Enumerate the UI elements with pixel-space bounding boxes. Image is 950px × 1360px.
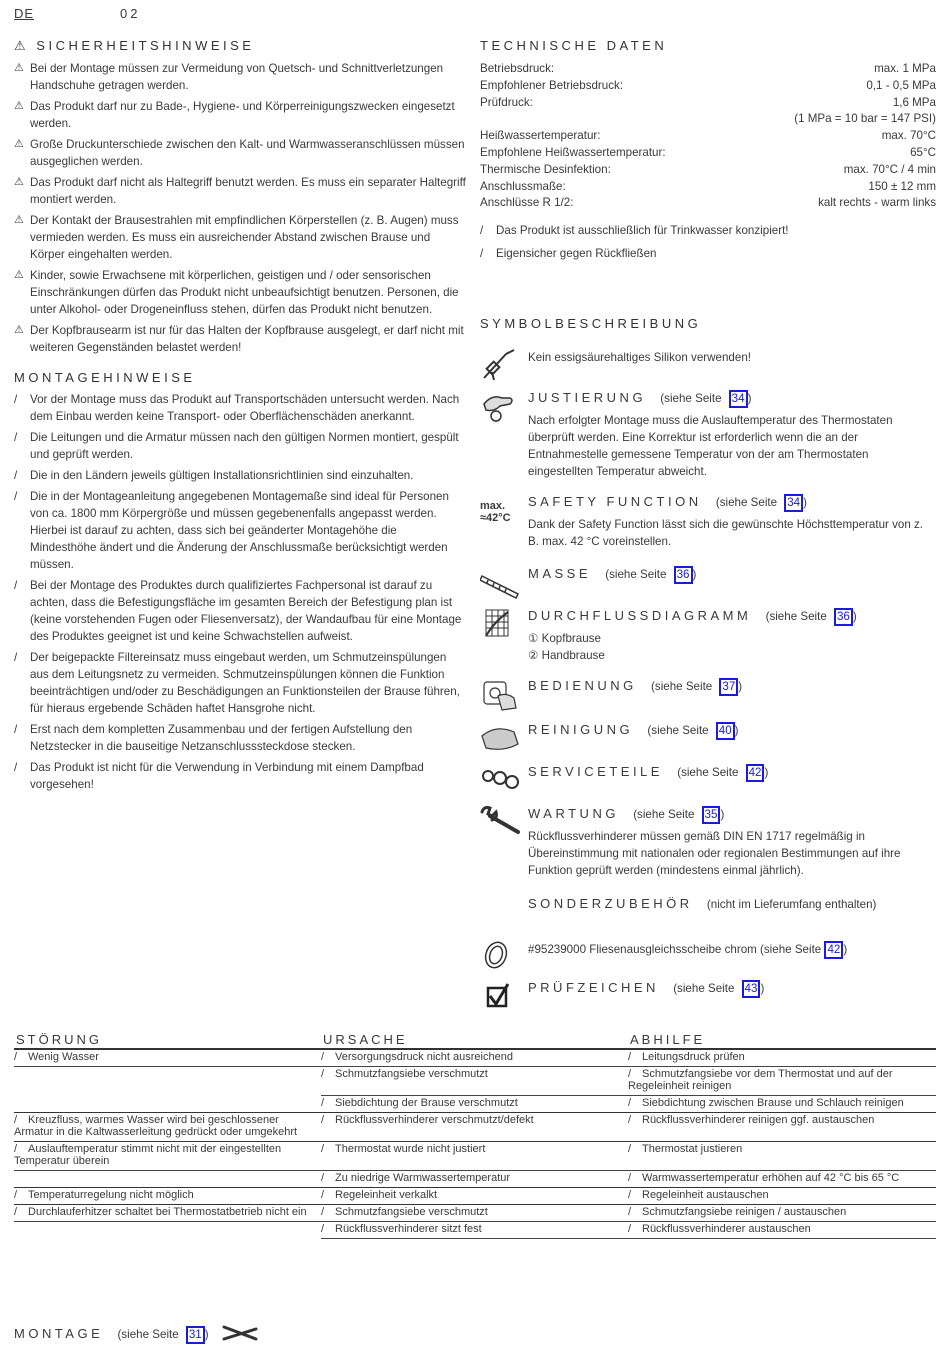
flow-title: DURCHFLUSSDIAGRAMM [528,608,752,623]
cell-fault [14,1096,321,1113]
table-row [14,1096,936,1113]
page-link[interactable]: 36 [834,608,853,626]
slash-bullet: / [14,761,18,774]
cell-fault [14,1222,321,1239]
safety-function-title: SAFETY FUNCTION [528,494,702,509]
slash-bullet: / [14,1143,18,1155]
warning-icon: ⚠ [14,100,24,112]
maintenance-body [528,806,936,879]
header-fault: STÖRUNG [14,1032,321,1049]
mounting-list [14,391,466,793]
cleaning-hand-icon [480,722,520,756]
slash-bullet: / [14,651,18,664]
tech-row [480,128,936,145]
cell-fix [628,1113,936,1142]
cell-fix [628,1188,936,1205]
see-page-label: (siehe Seite [647,724,709,737]
page-link[interactable]: 37 [719,678,738,696]
tile-text: #95239000 Fliesenausgleichsscheibe chrom (siehe Seite [528,943,822,956]
silicone-gun-icon [480,348,520,382]
paren: ) [734,724,739,737]
tech-label: Anschlüsse R 1/2: [480,196,574,210]
tools-icon [220,1323,260,1346]
safety-function-text: Dank der Safety Function lässt sich die gewünschte Höchsttemperatur von z. B. max. 42 °C voreinstellen. [528,518,924,548]
tech-value: 1,6 MPa [892,95,936,109]
page-number: 02 [120,6,141,21]
page-link[interactable]: 42 [746,764,765,782]
service-title: SERVICETEILE [528,764,663,779]
list-item [14,267,466,318]
masse-body [528,566,936,584]
silicone-text: Kein essigsäurehaltiges Silikon verwenden! [528,351,751,364]
operation-title: BEDIENUNG [528,678,637,693]
cell-cause [321,1222,628,1239]
header-cause: URSACHE [321,1032,628,1049]
paren: ) [720,808,725,821]
list-item-text: Die in der Montageanleitung angegebenen Montagemaße sind ideal für Personen von ca. 1800 mm Körpergröße und müssen gegebenenfalls angepasst werden. Hierbei ist darauf zu achten, dass sich bei geänderter Montagehöhe die Mindesthöhe ändert und die Änderung der Anschlussmaße berücksichtigt werden müssen. [30,490,449,571]
list-item [14,429,466,463]
page-link[interactable]: 35 [702,806,721,824]
list-item [14,98,466,132]
slash-bullet: / [14,1206,18,1218]
cell-cause [321,1188,628,1205]
table-row [14,1171,936,1188]
tech-label: Heißwassertemperatur: [480,129,601,143]
list-item-text: Kinder, sowie Erwachsene mit körperlichen, geistigen und / oder sensorischen Einschränkungen dürfen das Produkt nicht unbeaufsichtigt benutzen. Personen, die unter Alkohol- oder Drogeneinfluss stehen, dürfen das Produkt nicht benutzen. [30,269,459,316]
cell-cause [321,1096,628,1113]
page-link[interactable]: 31 [186,1326,205,1344]
cell-text: Regeleinheit verkalkt [335,1189,438,1201]
tech-row [480,95,936,112]
paren: ) [738,680,743,693]
slash-bullet: / [480,247,484,261]
service-parts-icon [480,764,520,798]
list-item [14,174,466,208]
table-row [14,1205,936,1222]
cell-text: Thermostat justieren [642,1143,743,1155]
cell-text: Schmutzfangsiebe vor dem Thermostat und auf der Regeleinheit reinigen [628,1068,893,1092]
page-link[interactable]: 40 [716,722,735,740]
warning-icon: ⚠ [14,62,24,74]
tech-row [480,195,936,212]
see-page-label: (siehe Seite [651,680,713,693]
table-header [14,1032,936,1049]
cell-text: Temperaturregelung nicht möglich [28,1189,194,1201]
list-item-text: Das Produkt darf nur zu Bade-, Hygiene- und Körperreinigungszwecken eingesetzt werden. [30,100,455,130]
slash-bullet: / [14,1189,18,1201]
list-item [14,212,466,263]
list-item [14,391,466,425]
table-row [14,1222,936,1239]
slash-bullet: / [14,490,18,503]
adjust-body [528,390,936,480]
tech-value: 65°C [910,145,936,159]
troubleshooting-table [14,1032,936,1239]
cell-fault [14,1171,321,1188]
page-link[interactable]: 34 [784,494,803,512]
tech-label: Empfohlener Betriebsdruck: [480,78,624,92]
accessory-note: (nicht im Lieferumfang enthalten) [706,898,877,911]
tech-note-text: Eigensicher gegen Rückfließen [496,247,657,261]
warning-icon: ⚠ [14,269,24,281]
montage-footer [14,1323,260,1346]
see-page-label: (siehe Seite [633,808,695,821]
slash-bullet: / [628,1206,632,1218]
safety-title: ⚠ SICHERHEITSHINWEISE [14,38,255,53]
page-link[interactable]: 34 [729,390,748,408]
slash-bullet: / [628,1189,632,1201]
slash-bullet: / [14,579,18,592]
cell-text: Warmwassertemperatur erhöhen auf 42 °C bis 65 °C [642,1172,900,1184]
adjust-text: Nach erfolgter Montage muss die Auslauftemperatur des Thermostaten überprüft werden. Eine Korrektur ist erforderlich wenn die an der Entnahmestelle gemessene Temperatur von der am Thermostaten eingestellten Temperatur abweicht. [528,414,893,478]
cell-text: Durchlauferhitzer schaltet bei Thermostatbetrieb nicht ein [28,1206,307,1218]
slash-bullet: / [480,224,484,238]
paren: ) [747,392,752,405]
cell-text: Rückflussverhinderer sitzt fest [335,1223,482,1235]
safety-function-body [528,494,936,550]
table-row [14,1142,936,1171]
warning-icon: ⚠ [14,176,24,188]
paren: ) [760,982,765,995]
slash-bullet: / [14,1051,18,1063]
flow-line-1: ① Kopfbrause [528,632,601,645]
tech-note [480,222,936,239]
list-item-text: Der beigepackte Filtereinsatz muss eingebaut werden, um Schmutzeinspülungen aus dem Leitungsnetz zu vermeiden. Schmutzeinspülungen können die Funktion beeinträchtigen und/oder zu Beschädigungen an Funktionsteilen der Brause führen, für hieraus ergebende Schäden haftet Hansgrohe nicht. [30,651,460,715]
see-page-label: (siehe Seite [673,982,735,995]
tech-title: TECHNISCHE DATEN [480,38,668,53]
paren: ) [803,496,807,509]
slash-bullet: / [321,1114,325,1126]
list-item [14,577,466,645]
paren: ) [843,943,848,956]
flow-diagram-icon [480,608,520,642]
list-item-text: Große Druckunterschiede zwischen den Kalt- und Warmwasseranschlüssen müssen ausgeglichen werden. [30,138,465,168]
cell-text: Versorgungsdruck nicht ausreichend [335,1051,513,1063]
list-item-text: Bei der Montage des Produktes durch qualifiziertes Fachpersonal ist darauf zu achten, dass die Befestigungsfläche im gesamten Bereich der Befestigung plan ist (keine vorstehenden Fugen oder Fliesenversatz), der Wandaufbau für eine Montage des Produktes geeignet ist und keine Schwachstellen aufweist. [30,579,462,643]
warning-icon: ⚠ [14,138,24,150]
page-link[interactable]: 36 [674,566,693,584]
cell-fix [628,1049,936,1067]
checkbox-icon [480,980,520,1014]
tech-label: Betriebsdruck: [480,62,555,75]
ring-icon [480,938,520,972]
cell-text: Siebdichtung der Brause verschmutzt [335,1097,518,1109]
flow-line-2: ② Handbrause [528,649,605,662]
see-page-label: (siehe Seite [677,766,739,779]
symbols-title: SYMBOLBESCHREIBUNG [480,316,702,331]
see-page-label: (siehe Seite [765,610,827,623]
safety-list [14,60,466,356]
cell-text: Wenig Wasser [28,1051,99,1063]
maintenance-title: WARTUNG [528,806,619,821]
cell-cause [321,1049,628,1067]
cell-fault [14,1049,321,1067]
slash-bullet: / [14,469,18,482]
list-item-text: Bei der Montage müssen zur Vermeidung von Quetsch- und Schnittverletzungen Handschuhe getragen werden. [30,62,444,92]
cell-text: Thermostat wurde nicht justiert [335,1143,486,1155]
warning-icon: ⚠ [14,214,24,226]
tech-value: max. 70°C / 4 min [843,162,936,176]
cell-fault [14,1113,321,1142]
paren: ) [204,1327,209,1341]
slash-bullet: / [628,1097,632,1109]
cell-fix [628,1142,936,1171]
maintenance-text: Rückflussverhinderer müssen gemäß DIN EN 1717 regelmäßig in Übereinstimmung mit nationalen oder regionalen Bestimmungen auf ihre Funktion geprüft werden (mindestens einmal jährlich). [528,830,901,877]
cleaning-body [528,722,936,740]
see-page-label: (siehe Seite [605,568,667,581]
tech-row [480,78,936,95]
cell-text: Leitungsdruck prüfen [642,1051,745,1063]
cell-fault [14,1067,321,1096]
tech-row [480,179,936,196]
list-item-text: Der Kontakt der Brausestrahlen mit empfindlichen Körperstellen (z. B. Augen) muss vermieden werden. Es muss ein ausreichender Abstand zwischen Brause und Körper eingehalten werden. [30,214,459,261]
tech-value: kalt rechts - warm links [818,196,936,210]
operation-body [528,678,936,696]
tech-table [480,61,936,212]
paren: ) [764,766,769,779]
right-column [480,38,936,268]
hand-adjust-icon [480,390,520,424]
tech-note [480,245,936,262]
slash-bullet: / [321,1068,325,1080]
tech-value: 0,1 - 0,5 MPa [866,78,936,92]
table-row [14,1049,936,1067]
list-item [14,759,466,793]
cell-text: Siebdichtung zwischen Brause und Schlauch reinigen [642,1097,904,1109]
left-column [14,38,466,797]
cell-fault [14,1142,321,1171]
list-item [14,721,466,755]
slash-bullet: / [14,393,18,406]
cell-fix [628,1205,936,1222]
tech-row [480,111,936,128]
max-temp-icon: max. ≈42°C [480,500,511,524]
cell-cause [321,1205,628,1222]
slash-bullet: / [321,1172,325,1184]
test-body [528,980,936,998]
slash-bullet: / [14,431,18,444]
cell-text: Auslauftemperatur stimmt nicht mit der eingestellten Temperatur überein [14,1143,282,1167]
list-item [14,322,466,356]
slash-bullet: / [321,1189,325,1201]
header-fix: ABHILFE [628,1032,936,1049]
slash-bullet: / [628,1068,632,1080]
tech-row [480,61,936,78]
list-item-text: Erst nach dem kompletten Zusammenbau und der fertigen Aufstellung den Netzstecker in die bauseitige Netzanschlusssteckdose stecken. [30,723,413,753]
cell-fault [14,1205,321,1222]
cell-fault [14,1188,321,1205]
table-row [14,1188,936,1205]
cleaning-title: REINIGUNG [528,722,634,737]
slash-bullet: / [321,1223,325,1235]
list-item [14,136,466,170]
cell-cause [321,1142,628,1171]
mounting-title: MONTAGEHINWEISE [14,370,196,385]
cell-text: Schmutzfangsiebe reinigen / austauschen [642,1206,847,1218]
masse-title: MASSE [528,566,592,581]
slash-bullet: / [321,1143,325,1155]
accessory-title: SONDERZUBEHÖR [528,896,693,911]
tech-row [480,145,936,162]
slash-bullet: / [628,1223,632,1235]
wrench-icon [480,806,520,840]
slash-bullet: / [628,1051,632,1063]
tech-note-text: Das Produkt ist ausschließlich für Trinkwasser konzipiert! [496,224,789,238]
slash-bullet: / [14,723,18,736]
ruler-icon [480,566,520,600]
list-item [14,467,466,484]
paren: ) [852,610,857,623]
slash-bullet: / [628,1172,632,1184]
tech-value: 150 ± 12 mm [868,179,936,193]
test-title: PRÜFZEICHEN [528,980,659,995]
adjust-title: JUSTIERUNG [528,390,647,405]
montage-title: MONTAGE [14,1325,104,1341]
language-code: DE [14,6,35,21]
list-item [14,649,466,717]
tech-value: max. 70°C [881,129,936,143]
see-page-label: (siehe Seite [117,1327,179,1341]
cell-fix [628,1171,936,1188]
list-item-text: Der Kopfbrausearm ist nur für das Halten der Kopfbrause ausgelegt, er darf nicht mit weiteren Gegenständen belastet werden! [30,324,464,354]
list-item-text: Die Leitungen und die Armatur müssen nach den gültigen Normen montiert, gespült und geprüft werden. [30,431,459,461]
list-item-text: Die in den Ländern jeweils gültigen Installationsrichtlinien sind einzuhalten. [30,469,414,482]
hand-press-icon [480,678,520,712]
cell-cause [321,1113,628,1142]
cell-text: Schmutzfangsiebe verschmutzt [335,1206,488,1218]
page-link[interactable]: 42 [824,941,843,959]
warning-icon: ⚠ [14,324,24,336]
see-page-label: (siehe Seite [660,392,722,405]
tile-body [528,941,936,959]
cell-fix [628,1096,936,1113]
cell-fix [628,1067,936,1096]
list-item [14,488,466,573]
accessory-body [528,896,936,911]
cell-cause [321,1067,628,1096]
tech-label: Thermische Desinfektion: [480,162,611,176]
cell-text: Schmutzfangsiebe verschmutzt [335,1068,488,1080]
tech-label: Anschlussmaße: [480,179,566,193]
cell-cause [321,1171,628,1188]
slash-bullet: / [628,1143,632,1155]
cell-text: Rückflussverhinderer austauschen [642,1223,811,1235]
service-body [528,764,936,782]
list-item [14,60,466,94]
warning-icon: ⚠ [14,38,37,53]
list-item-text: Das Produkt ist nicht für die Verwendung in Verbindung mit einem Dampfbad vorgesehen! [30,761,424,791]
slash-bullet: / [321,1097,325,1109]
cell-text: Zu niedrige Warmwassertemperatur [335,1172,511,1184]
cell-text: Rückflussverhinderer reinigen ggf. austauschen [642,1114,875,1126]
slash-bullet: / [321,1206,325,1218]
cell-text: Kreuzfluss, warmes Wasser wird bei geschlossener Armatur in die Kaltwasserleitung gedrückt oder umgekehrt [14,1114,298,1138]
slash-bullet: / [628,1114,632,1126]
see-page-label: (siehe Seite [715,496,778,509]
page-link[interactable]: 43 [742,980,761,998]
list-item-text: Das Produkt darf nicht als Haltegriff benutzt werden. Es muss ein separater Haltegriff montiert werden. [30,176,466,206]
slash-bullet: / [14,1114,18,1126]
flow-body [528,608,936,664]
symbols-section [480,316,936,1026]
tech-value: (1 MPa = 10 bar = 147 PSI) [794,112,936,126]
table-row [14,1067,936,1096]
tech-value: max. 1 MPa [874,62,936,75]
tech-label: Prüfdruck: [480,95,533,109]
tech-row [480,162,936,179]
tech-notes [480,222,936,262]
table-row [14,1113,936,1142]
cell-fix [628,1222,936,1239]
slash-bullet: / [321,1051,325,1063]
cell-text: Rückflussverhinderer verschmutzt/defekt [335,1114,534,1126]
paren: ) [692,568,697,581]
cell-text: Regeleinheit austauschen [642,1189,769,1201]
tech-label: Empfohlene Heißwassertemperatur: [480,145,666,159]
list-item-text: Vor der Montage muss das Produkt auf Transportschäden untersucht werden. Nach dem Einbau werden keine Transport- oder Oberflächenschäden anerkannt. [30,393,460,423]
